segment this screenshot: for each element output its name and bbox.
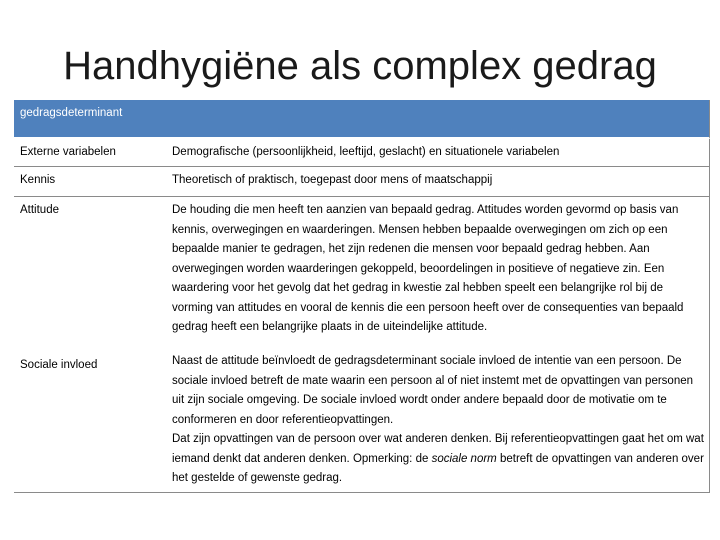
- row-label: Externe variabelen: [20, 146, 116, 158]
- paragraph-text: Dat zijn opvattingen van de persoon over wat anderen denken. Bij referentieopvattingen gaat het om wat iemand denkt dat anderen denken. Opmerking: de: [172, 433, 704, 465]
- emphasis-text: sociale norm: [431, 452, 497, 465]
- paragraph-text: betreft de opvattingen van anderen over het gestelde of gewenste gedrag.: [172, 452, 704, 484]
- row-label: Attitude: [20, 204, 59, 216]
- row-text: [172, 352, 706, 489]
- table-row-attitude: [14, 197, 710, 353]
- determinant-table: [14, 100, 710, 493]
- row-text: Theoretisch of praktisch, toegepast door mens of maatschappij: [172, 174, 493, 186]
- table-header: gedragsdeterminant: [14, 100, 710, 139]
- row-text: De houding die men heeft ten aanzien van bepaald gedrag. Attitudes worden gevormd op basis van kennis, overwegingen en waarderingen. Mensen hebben bepaalde overwegingen om zich op een bepaalde manier te gedragen, het zijn redenen die mensen voor bepaald gedrag hebben. Aan overwegingen worden waarderingen gekoppeld, beoordelingen in positieve of negatieve zin. Een waardering voor het gevolg dat het gedrag in kwestie zal hebben speelt een belangrijke rol bij de vorming van attitudes en vooral de kennis die een persoon heeft over de consequenties van bepaald gedrag heeft een belangrijke plaats in de uiteindelijke attitude.: [172, 204, 684, 333]
- table-row-sociale-invloed: [14, 353, 710, 493]
- row-label: Kennis: [20, 174, 56, 186]
- row-text: Demografische (persoonlijkheid, leeftijd, geslacht) en situationele variabelen: [172, 146, 560, 158]
- row-label: Sociale invloed: [20, 359, 98, 371]
- table-row-kennis: [14, 167, 710, 197]
- table-row-externe-variabelen: [14, 139, 710, 167]
- slide-title: Handhygiëne als complex gedrag: [63, 44, 657, 88]
- row-text-paragraph: Naast de attitude beïnvloedt de gedragsdeterminant sociale invloed de intentie van een persoon. De sociale invloed betreft de mate waarin een persoon al of niet instemt met de opvattingen van personen uit zijn sociale omgeving. De sociale invloed wordt onder andere bepaald door de motivatie om te conformeren en door referentieopvattingen.: [172, 355, 694, 426]
- row-text-paragraph: [172, 430, 706, 489]
